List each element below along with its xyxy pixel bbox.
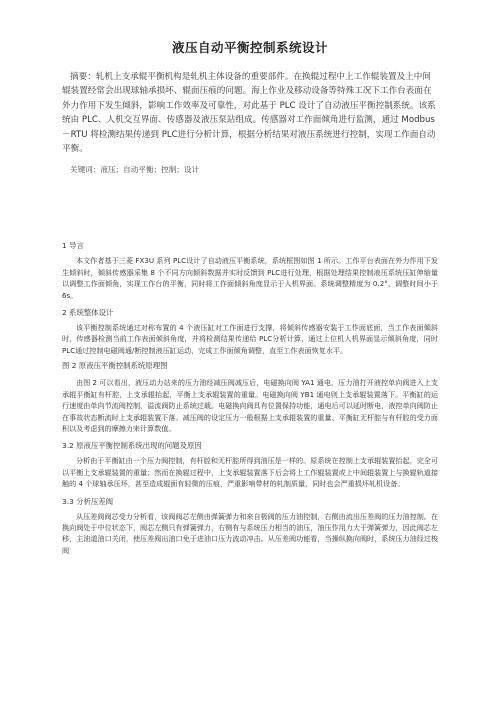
abstract-text: 摘要：轧机上支承辊平衡机构是轧机主体设备的重要部件。在换辊过程中上工作辊装置及上中间辊装置经常会出现球轴承损坏、辊面压痕的问题。海上作业及移动设备等特殊工况下工作台表面在外力作用下发生倾斜，影响工作效率及可靠性，对此基于 PLC 设计了自动液压平衡控制系统。该系统由 PLC、人机交互界面、传感器及液压泵站组成。传感器对工作面倾角进行监测，通过 Modbus－RTU 将检测结果传递到 PLC进行分析计算，根据分析结果对液压系统进行控制，实现工作面自动平衡。 bbox=[62, 72, 436, 155]
section-2-heading: 2 系统整体设计 bbox=[62, 308, 114, 318]
figure-2-caption: 图 2 原液压平衡控制系统原理图 bbox=[62, 361, 168, 371]
section-1-paragraph: 本文作者基于三菱 FX3U 系列 PLC设计了自动液压平衡系统，系统框图如图 1 所示。工作平台表面在外力作用下发生倾斜时，倾斜传感器采集 8 个不同方向倾斜数据并实时反馈到 PLC进行处理，根据处理结果控制液压系统压缸伸缩量以调整工作面倾角，实现工作台的平衡，同时将工作面倾斜角度显示于人机界面。系统调整精度为 0.2°，调整时间小于 6s。 bbox=[62, 256, 438, 300]
section-3-3-paragraph: 从压差阀阀芯受力分析看，该阀阀芯左侧由弹簧弹力和来自极阀的压力油控制，右侧由流出压差阀的压力油控制。在换向阀处于中位状态下，阀芯左侧只有弹簧弹力，右侧有与系统压力相当的油压，油压作用力大于弹簧弹力，因此阀芯左移，主油道油口关闭，使压差阀出油口免于进油口压力波动冲击。从压差阀功能看，当操纵换向阀时，系统压力油经过梭阀 bbox=[62, 511, 438, 555]
abstract bbox=[62, 70, 438, 156]
keywords: 关键词：液压；自动平衡；控制；设计 bbox=[70, 165, 200, 175]
section-3-2-heading: 3.2 原液压平衡控制系统出现的问题及原因 bbox=[62, 441, 202, 451]
section-1-heading: 1 导言 bbox=[62, 241, 84, 251]
section-3-2-paragraph: 分析由于平衡缸由一个压力阀控制，有杆腔和无杆腔所得到油压是一样的。原系统在控制上支承辊装置抬起，完全可以平衡上支承辊装置的重量；然而在换辊过程中，上支承辊装置落下后会将上工作辊装置或上中间辊装置上与换辊轨道接触的 4 个球轴承压坏，甚至造成辊面有轻微的压痕，严重影响带材的轧制质量，同时也会严重损坏轧机设备。 bbox=[62, 456, 438, 489]
document-title: 液压自动平衡控制系统设计 bbox=[171, 40, 328, 55]
section-2-paragraph-1: 该平衡控制系统通过对称布置的 4 个液压缸对工作面进行支撑，将倾斜传感器安装于工作面底面，当工作表面倾斜时，传感器检测当前工作表面倾斜角度，并将检测结果传递给 PLC分析计算，通过上位机人机界面显示倾斜角度，同时 PLC通过控制电磁阀通/断控制液压缸运动，完成工作面倾角调整，直至工作表面恢复水平。 bbox=[62, 323, 438, 355]
section-2-paragraph-2: 由图 2 可以看出，液压动力站来的压力油经减压阀减压后，电磁换向阀 YA1 通电，压力油打开液控单向阀进入上支承辊平衡缸有杆腔，上支承辊抬起，平衡上支承辊装置的重量。电磁换向阀 YB1 通电则上支承辊装置落下。平衡缸的运行速度由单向节流阀控制，溢流阀防止系统过载。电磁换向阀具有位置保持功能，通电后可以延时断电，液控单向阀防止在事故状态断流时上支承辊装置下落。减压阀的设定压力一般根据上支承辊装置的重量、平衡缸无杆腔与有杆腔的受力面积以及考虑到的摩擦力来计算数值。 bbox=[62, 378, 438, 433]
section-3-3-heading: 3.3 分析压差阀 bbox=[62, 496, 114, 506]
